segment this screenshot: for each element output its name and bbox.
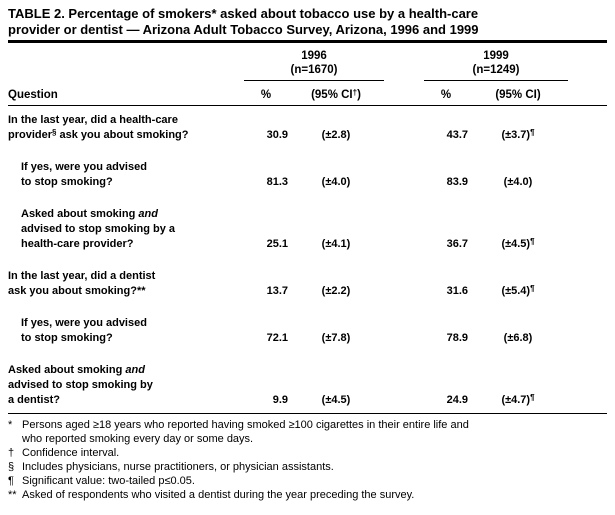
row-dentist-advised xyxy=(8,316,607,346)
ci-1999-cell xyxy=(468,175,568,190)
question-cell xyxy=(8,269,244,299)
pilcrow-footnote-marker: ¶ xyxy=(530,127,535,137)
ci-1996-cell: (±2.2) xyxy=(321,285,351,297)
table-title-line-1: TABLE 2. Percentage of smokers* asked about tobacco use by a health-care xyxy=(8,6,479,21)
row-dentist-asked xyxy=(8,269,607,299)
question-cell xyxy=(8,363,244,408)
footnote-marker: ¶ xyxy=(8,475,14,487)
pct-1996-cell: 25.1 xyxy=(266,238,288,250)
question-cell xyxy=(8,207,244,252)
pct-1999-cell: 43.7 xyxy=(446,129,468,141)
dagger-footnote-marker: † xyxy=(352,87,358,97)
footnote-text: Confidence interval. xyxy=(22,447,120,459)
footnote-marker: * xyxy=(8,419,13,431)
ci-1996-cell: (±7.8) xyxy=(321,332,351,344)
table-title-line-2: provider or dentist — Arizona Adult Tobacco Survey, Arizona, 1996 and 1999 xyxy=(8,21,479,37)
footnote-provider-definition xyxy=(8,460,607,474)
footnote-text: Asked of respondents who visited a dentist during the year preceding the survey. xyxy=(22,489,415,501)
col-header-pct-1996: % xyxy=(260,89,272,101)
question-line: advised to stop smoking by xyxy=(8,379,153,391)
footnote-divider xyxy=(8,413,607,414)
footnote-text xyxy=(22,418,607,446)
pct-1999-cell: 36.7 xyxy=(446,238,468,250)
ci-1999-cell xyxy=(468,128,568,143)
group-1996-year: 1996 xyxy=(301,50,327,62)
group-1996-n: (n=1670) xyxy=(290,63,338,76)
ci-value: (±4.0) xyxy=(503,176,533,188)
pct-1996-cell: 72.1 xyxy=(266,332,288,344)
col-header-ci-1999: (95% CI) xyxy=(495,89,541,101)
question-text: ask you about smoking? xyxy=(56,129,189,141)
col-header-pct-1999: % xyxy=(440,89,452,101)
spacer xyxy=(8,50,244,81)
row-provider-advised xyxy=(8,160,607,190)
ci-1996-label: (95% CI xyxy=(311,89,353,101)
question-line: to stop smoking? xyxy=(21,332,113,344)
question-cell xyxy=(8,160,244,190)
pct-1996-cell: 9.9 xyxy=(272,394,288,406)
col-header-ci-1996 xyxy=(288,88,384,102)
ci-value: (±4.7) xyxy=(501,394,531,406)
ci-1999-cell xyxy=(468,331,568,346)
group-1996-header xyxy=(244,50,384,81)
row-provider-asked xyxy=(8,113,607,143)
question-text: Asked about smoking xyxy=(21,208,139,220)
pct-1996-cell: 30.9 xyxy=(266,129,288,141)
ci-1999-cell xyxy=(468,284,568,299)
row-provider-asked-and-advised xyxy=(8,207,607,252)
ci-value: (±4.5) xyxy=(501,238,531,250)
pct-1996-cell: 13.7 xyxy=(266,285,288,297)
question-cell xyxy=(8,113,244,143)
group-1999-n: (n=1249) xyxy=(472,63,520,76)
question-line: If yes, were you advised xyxy=(21,161,147,173)
section-footnote-marker: § xyxy=(52,127,57,137)
ci-1996-cell: (±2.8) xyxy=(321,129,351,141)
table-title xyxy=(8,6,607,37)
footnote-smokers-definition xyxy=(8,418,607,446)
pilcrow-footnote-marker: ¶ xyxy=(530,392,535,402)
question-line: In the last year, did a dentist xyxy=(8,270,156,282)
footnote-text: Significant value: two-tailed p≤0.05. xyxy=(22,475,195,487)
footnote-marker: § xyxy=(8,461,15,473)
ci-value: (±5.4) xyxy=(501,285,531,297)
question-line: to stop smoking? xyxy=(21,176,113,188)
question-line: If yes, were you advised xyxy=(21,317,147,329)
pct-1999-cell: 78.9 xyxy=(446,332,468,344)
question-line: advised to stop smoking by a xyxy=(21,223,176,235)
ci-1996-label-close: ) xyxy=(357,89,361,101)
question-text: provider xyxy=(8,129,53,141)
footnote-significance xyxy=(8,474,607,488)
footnote-confidence-interval xyxy=(8,446,607,460)
question-text-italic: and xyxy=(125,364,145,376)
ci-1999-cell xyxy=(468,237,568,252)
year-group-header-row xyxy=(8,50,607,81)
ci-1996-cell: (±4.5) xyxy=(321,394,351,406)
group-1999-year: 1999 xyxy=(483,50,509,62)
question-cell xyxy=(8,316,244,346)
question-line: health-care provider? xyxy=(21,238,134,250)
question-line: a dentist? xyxy=(8,394,60,406)
question-text: Asked about smoking xyxy=(8,364,126,376)
group-1999-header xyxy=(424,50,568,81)
question-line xyxy=(8,363,244,378)
footnotes xyxy=(8,418,607,502)
row-dentist-asked-and-advised xyxy=(8,363,607,408)
ci-value: (±3.7) xyxy=(501,129,531,141)
footnote-marker: ** xyxy=(8,489,17,501)
pct-1999-cell: 83.9 xyxy=(446,176,468,188)
pilcrow-footnote-marker: ¶ xyxy=(530,236,535,246)
ci-1996-cell: (±4.0) xyxy=(321,176,351,188)
col-header-question: Question xyxy=(8,89,58,101)
question-line: ask you about smoking?** xyxy=(8,285,146,297)
footnote-text-line: Persons aged ≥18 years who reported having smoked ≥100 cigarettes in their entire life and xyxy=(22,419,469,431)
ci-1996-cell: (±4.1) xyxy=(321,238,351,250)
question-line xyxy=(8,128,244,143)
ci-1999-cell xyxy=(468,393,568,408)
column-header-row xyxy=(8,81,607,106)
ci-value: (±6.8) xyxy=(503,332,533,344)
pilcrow-footnote-marker: ¶ xyxy=(530,283,535,293)
footnote-text-line: who reported smoking every day or some days. xyxy=(22,433,254,445)
spacer xyxy=(384,50,424,81)
question-line: In the last year, did a health-care xyxy=(8,114,178,126)
title-divider xyxy=(8,40,607,43)
pct-1999-cell: 31.6 xyxy=(446,285,468,297)
question-line xyxy=(21,207,244,222)
footnote-dentist-respondents xyxy=(8,488,607,502)
pct-1996-cell: 81.3 xyxy=(266,176,288,188)
pct-1999-cell: 24.9 xyxy=(446,394,468,406)
footnote-text: Includes physicians, nurse practitioners, or physician assistants. xyxy=(22,461,334,473)
footnote-marker: † xyxy=(8,447,15,459)
question-text-italic: and xyxy=(138,208,158,220)
